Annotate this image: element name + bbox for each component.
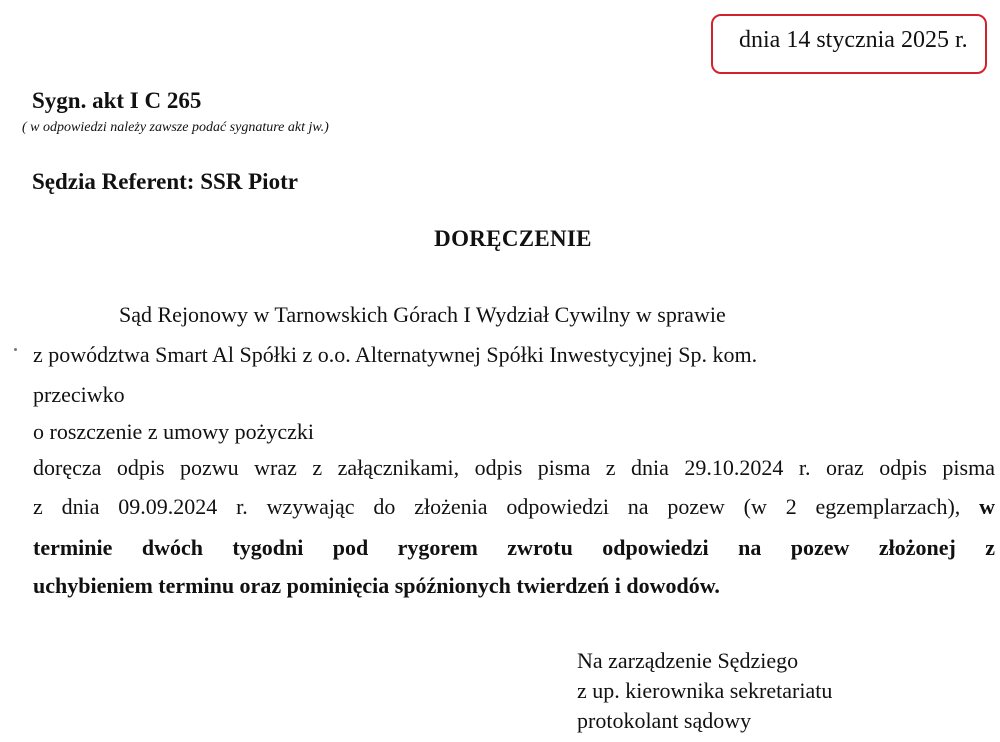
scan-dot-mark <box>14 348 17 351</box>
case-signature: Sygn. akt I C 265 <box>32 88 202 113</box>
paragraph-line-4: uchybieniem terminu oraz pominięcia spóźnionych twierdzeń i dowodów. <box>33 573 720 598</box>
document-date: dnia 14 stycznia 2025 r. <box>739 27 968 53</box>
paragraph-line-2 <box>33 494 995 520</box>
document-title: DORĘCZENIE <box>434 226 592 251</box>
plaintiff-line: z powództwa Smart Al Spółki z o.o. Alternatywnej Spółki Inwestycyjnej Sp. kom. <box>33 342 758 367</box>
signature-line-3: protokolant sądowy <box>577 708 752 733</box>
paragraph-line-2-text: z dnia 09.09.2024 r. wzywając do złożenia odpowiedzi na pozew (w 2 egzemplarzach), <box>33 494 961 519</box>
paragraph-line-1: doręcza odpis pozwu wraz z załącznikami, odpis pisma z dnia 29.10.2024 r. oraz odpis pisma <box>33 455 995 480</box>
paragraph-line-3: terminie dwóch tygodni pod rygorem zwrotu odpowiedzi na pozew złożonej z <box>33 535 995 560</box>
claim-line: o roszczenie z umowy pożyczki <box>33 419 314 444</box>
paragraph-line-2-bold: w <box>979 494 996 519</box>
judge-referent: Sędzia Referent: SSR Piotr <box>32 169 298 194</box>
signature-note: ( w odpowiedzi należy zawsze podać sygnature akt jw.) <box>22 120 329 135</box>
against-line: przeciwko <box>33 382 125 407</box>
signature-line-1: Na zarządzenie Sędziego <box>577 648 799 673</box>
signature-line-2: z up. kierownika sekretariatu <box>577 678 833 703</box>
court-line: Sąd Rejonowy w Tarnowskich Górach I Wydział Cywilny w sprawie <box>119 302 726 327</box>
